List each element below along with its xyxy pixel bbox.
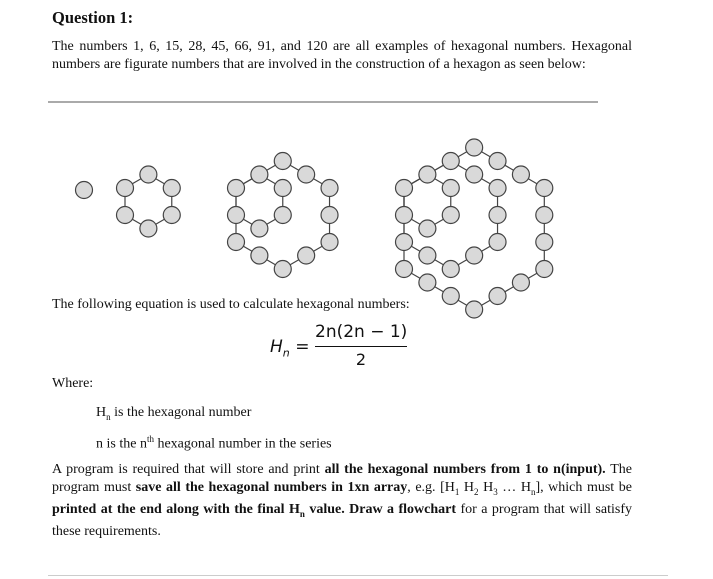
task-paragraph [52, 461, 632, 541]
hexagon-dot [419, 166, 436, 183]
hexagon-dot [536, 261, 553, 278]
hexagon-dot [466, 247, 483, 264]
hexagon-order-2 [117, 166, 181, 237]
hexagon-edge [427, 256, 450, 270]
hexagon-dot [419, 274, 436, 291]
task-text: H [459, 480, 475, 495]
hexagon-edge [306, 242, 329, 256]
hexagon-dot [489, 153, 506, 170]
formula-lhs [270, 337, 309, 359]
hexagon-dot [442, 261, 459, 278]
hexagon-dot [251, 166, 268, 183]
hexagon-dot [321, 180, 338, 197]
hexagon-edge [427, 161, 450, 175]
hexagon-dot [396, 234, 413, 251]
hexagon-edge [125, 175, 148, 189]
hexagon-dot [298, 166, 315, 183]
hexagon-edge [236, 215, 259, 229]
hexagon-dot [512, 166, 529, 183]
hexagon-edge [404, 215, 427, 229]
hexagon-dot [489, 180, 506, 197]
definition-n [96, 434, 332, 453]
hexagon-edge [498, 161, 521, 175]
hexagon-dot [163, 207, 180, 224]
hexagon-dot [228, 207, 245, 224]
bottom-divider [48, 575, 668, 576]
hexagon-dot [117, 180, 134, 197]
task-bold: value. Draw a flowchart [304, 501, 457, 517]
hexagon-edge [474, 296, 497, 310]
hexagon-edge [427, 161, 450, 175]
definition-hn [96, 405, 251, 422]
hexagon-edge [451, 296, 474, 310]
hexagon-dot [489, 234, 506, 251]
formula-h-sub: n [282, 346, 290, 360]
hexagon-edge [283, 256, 306, 270]
task-text: A program is required that will store and print [52, 462, 325, 477]
hexagon-dot [396, 261, 413, 278]
task-bold: printed at the end along with the final H [52, 501, 300, 517]
hexagon-dot [251, 220, 268, 237]
task-text: , e.g. [H [407, 480, 455, 495]
hexagon-edge [404, 242, 427, 256]
hexagon-dot [512, 274, 529, 291]
hexagon-edge [474, 175, 497, 189]
hexagon-edge [259, 161, 282, 175]
def-h-text: is the hexagonal number [110, 405, 252, 420]
hexagon-dot [442, 153, 459, 170]
hexagon-dot [140, 166, 157, 183]
hexagon-dot [228, 234, 245, 251]
hexagon-dot [396, 180, 413, 197]
hexagon-edge [451, 161, 474, 175]
task-bold: all the hexagonal numbers from 1 to n(input). [324, 462, 606, 477]
task-text: … H [497, 480, 531, 495]
hexagon-edge [125, 215, 148, 229]
hexagon-edge [404, 175, 427, 189]
hexagon-dot [466, 139, 483, 156]
hexagon-dot [274, 261, 291, 278]
hexagon-dot [489, 207, 506, 224]
def-n-sup: th [146, 434, 154, 444]
hexagon-edge [404, 269, 427, 283]
figure-divider [48, 101, 598, 103]
hexagon-dot [321, 234, 338, 251]
hexagon-dot [536, 180, 553, 197]
hexagon-edge [148, 175, 171, 189]
def-h: H [96, 405, 107, 420]
hexagon-edge [236, 175, 259, 189]
hexagon-edge [404, 175, 427, 189]
def-n-prefix: n is the n [96, 436, 147, 452]
hexagon-order-4 [396, 139, 553, 318]
hexagon-edge [283, 161, 306, 175]
hexagon-dot [419, 247, 436, 264]
hexagon-dot [274, 180, 291, 197]
hexagon-edge [404, 175, 427, 189]
hexagon-dot [396, 207, 413, 224]
hexagon-edge [259, 215, 282, 229]
hexagon-dot [442, 180, 459, 197]
hexagon-dot [76, 182, 93, 199]
task-sub: n [530, 486, 536, 497]
task-text: ], which must be [535, 480, 632, 495]
formula-numerator: 2n(2n − 1) [315, 322, 408, 342]
formula-equals: = [295, 337, 310, 357]
hexagon-edge [427, 283, 450, 297]
task-sub: 2 [474, 486, 479, 497]
intro-paragraph: The numbers 1, 6, 15, 28, 45, 66, 91, and 120 are all examples of hexagonal numbers. Hexagonal numbers are figurate numbers that are involved in the construction of a hexagon as seen below: [52, 39, 632, 72]
hexagon-edge [148, 215, 171, 229]
hexagon-edge [474, 148, 497, 162]
task-bold: save all the hexagonal numbers in 1xn array [135, 480, 408, 495]
hexagon-dot [466, 301, 483, 318]
task-sub: 3 [493, 486, 498, 497]
hexagon-edge [427, 215, 450, 229]
hexagon-dot [274, 153, 291, 170]
formula-denominator: 2 [355, 350, 367, 369]
question-title: Question 1: [52, 8, 134, 27]
hexagon-dot [274, 207, 291, 224]
def-h-sub: n [106, 411, 111, 422]
hexagon-order-3 [228, 153, 339, 278]
hexagon-edge [451, 148, 474, 162]
formula-fraction-bar [315, 346, 407, 347]
hexagon-dot [442, 288, 459, 305]
hexagon-dot [442, 207, 459, 224]
task-sub: 1 [454, 486, 460, 497]
hexagon-dot [536, 207, 553, 224]
equation-intro: The following equation is used to calculate hexagonal numbers: [52, 297, 410, 312]
hexagon-edge [259, 256, 282, 270]
hexagon-dot [536, 234, 553, 251]
hexagon-edge [498, 283, 521, 297]
task-text: for a program that will satisfy these requirements. [52, 501, 632, 539]
hexagon-dot [117, 207, 134, 224]
hexagon-edge [451, 256, 474, 270]
task-bold-sub: n [299, 508, 305, 519]
hexagon-dot [298, 247, 315, 264]
def-n-suffix: hexagonal number in the series [153, 436, 332, 452]
task-text: H [478, 480, 494, 495]
hexagon-edge [306, 175, 329, 189]
where-label: Where: [52, 376, 94, 391]
hexagon-dot [163, 180, 180, 197]
hexagon-edge [259, 175, 282, 189]
task-text: The program must [52, 462, 633, 495]
hexagon-edge [474, 242, 497, 256]
hexagon-dot [228, 180, 245, 197]
hexagon-dot [140, 220, 157, 237]
hexagon-edge [236, 242, 259, 256]
hexagon-dot [251, 247, 268, 264]
hexagon-edge [236, 175, 259, 189]
hexagon-edge [521, 175, 544, 189]
hexagon-dot [419, 220, 436, 237]
hexagon-edge [427, 175, 450, 189]
hexagon-dot [489, 288, 506, 305]
formula-h: H [270, 337, 283, 357]
hexagon-dot [466, 166, 483, 183]
hexagon-order-1 [76, 182, 93, 199]
hexagon-dot [321, 207, 338, 224]
hexagon-edge [521, 269, 544, 283]
